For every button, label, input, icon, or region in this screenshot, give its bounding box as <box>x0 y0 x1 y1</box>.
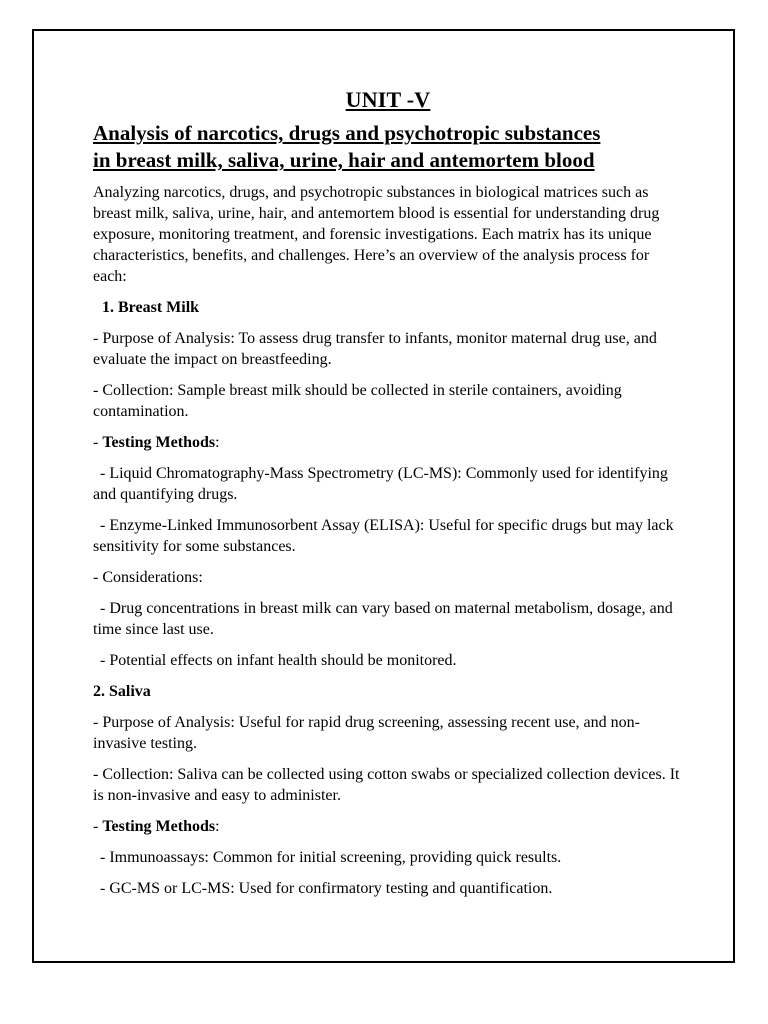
main-heading-line1: Analysis of narcotics, drugs and psychotropic substances <box>93 121 601 145</box>
saliva-purpose: - Purpose of Analysis: Useful for rapid drug screening, assessing recent use, and non-invasive testing. <box>93 714 640 752</box>
breast-milk-heading: 1. Breast Milk <box>102 299 200 316</box>
testing-label: Testing Methods <box>102 434 216 451</box>
testing-label: Testing Methods <box>102 818 216 835</box>
breast-milk-testing-methods <box>93 432 683 453</box>
saliva-immunoassays: - Immunoassays: Common for initial screening, providing quick results. <box>100 849 562 866</box>
intro-paragraph: Analyzing narcotics, drugs, and psychotropic substances in biological matrices such as breast milk, saliva, urine, hair, and antemortem blood is essential for understanding drug exposure, monitoring treatment, and forensic investigations. Each matrix has its unique characteristics, benefits, and challenges. Here’s an overview of the analysis process for each: <box>93 184 660 285</box>
saliva-testing-methods <box>93 816 683 837</box>
breast-milk-purpose: - Purpose of Analysis: To assess drug transfer to infants, monitor maternal drug use, and evaluate the impact on breastfeeding. <box>93 330 657 368</box>
saliva-gcms: - GC-MS or LC-MS: Used for confirmatory testing and quantification. <box>100 880 553 897</box>
breast-milk-elisa: - Enzyme-Linked Immunosorbent Assay (ELISA): Useful for specific drugs but may lack sensitivity for some substances. <box>93 517 674 555</box>
saliva-heading: 2. Saliva <box>93 683 151 700</box>
breast-milk-lcms: - Liquid Chromatography-Mass Spectrometry (LC-MS): Commonly used for identifying and quantifying drugs. <box>93 465 668 503</box>
breast-milk-concentration: - Drug concentrations in breast milk can vary based on maternal metabolism, dosage, and time since last use. <box>93 600 673 638</box>
saliva-collection: - Collection: Saliva can be collected using cotton swabs or specialized collection devices. It is non-invasive and easy to administer. <box>93 766 680 804</box>
breast-milk-considerations: - Considerations: <box>93 569 203 586</box>
main-heading <box>93 120 683 174</box>
unit-title: UNIT -V <box>345 87 431 112</box>
breast-milk-effects: - Potential effects on infant health should be monitored. <box>100 652 457 669</box>
testing-prefix: - <box>93 434 103 451</box>
testing-suffix: : <box>215 434 220 451</box>
breast-milk-collection: - Collection: Sample breast milk should be collected in sterile containers, avoiding contamination. <box>93 382 622 420</box>
testing-prefix: - <box>93 818 103 835</box>
document-body <box>93 86 683 909</box>
main-heading-line2: in breast milk, saliva, urine, hair and antemortem blood <box>93 148 595 172</box>
testing-suffix: : <box>215 818 220 835</box>
